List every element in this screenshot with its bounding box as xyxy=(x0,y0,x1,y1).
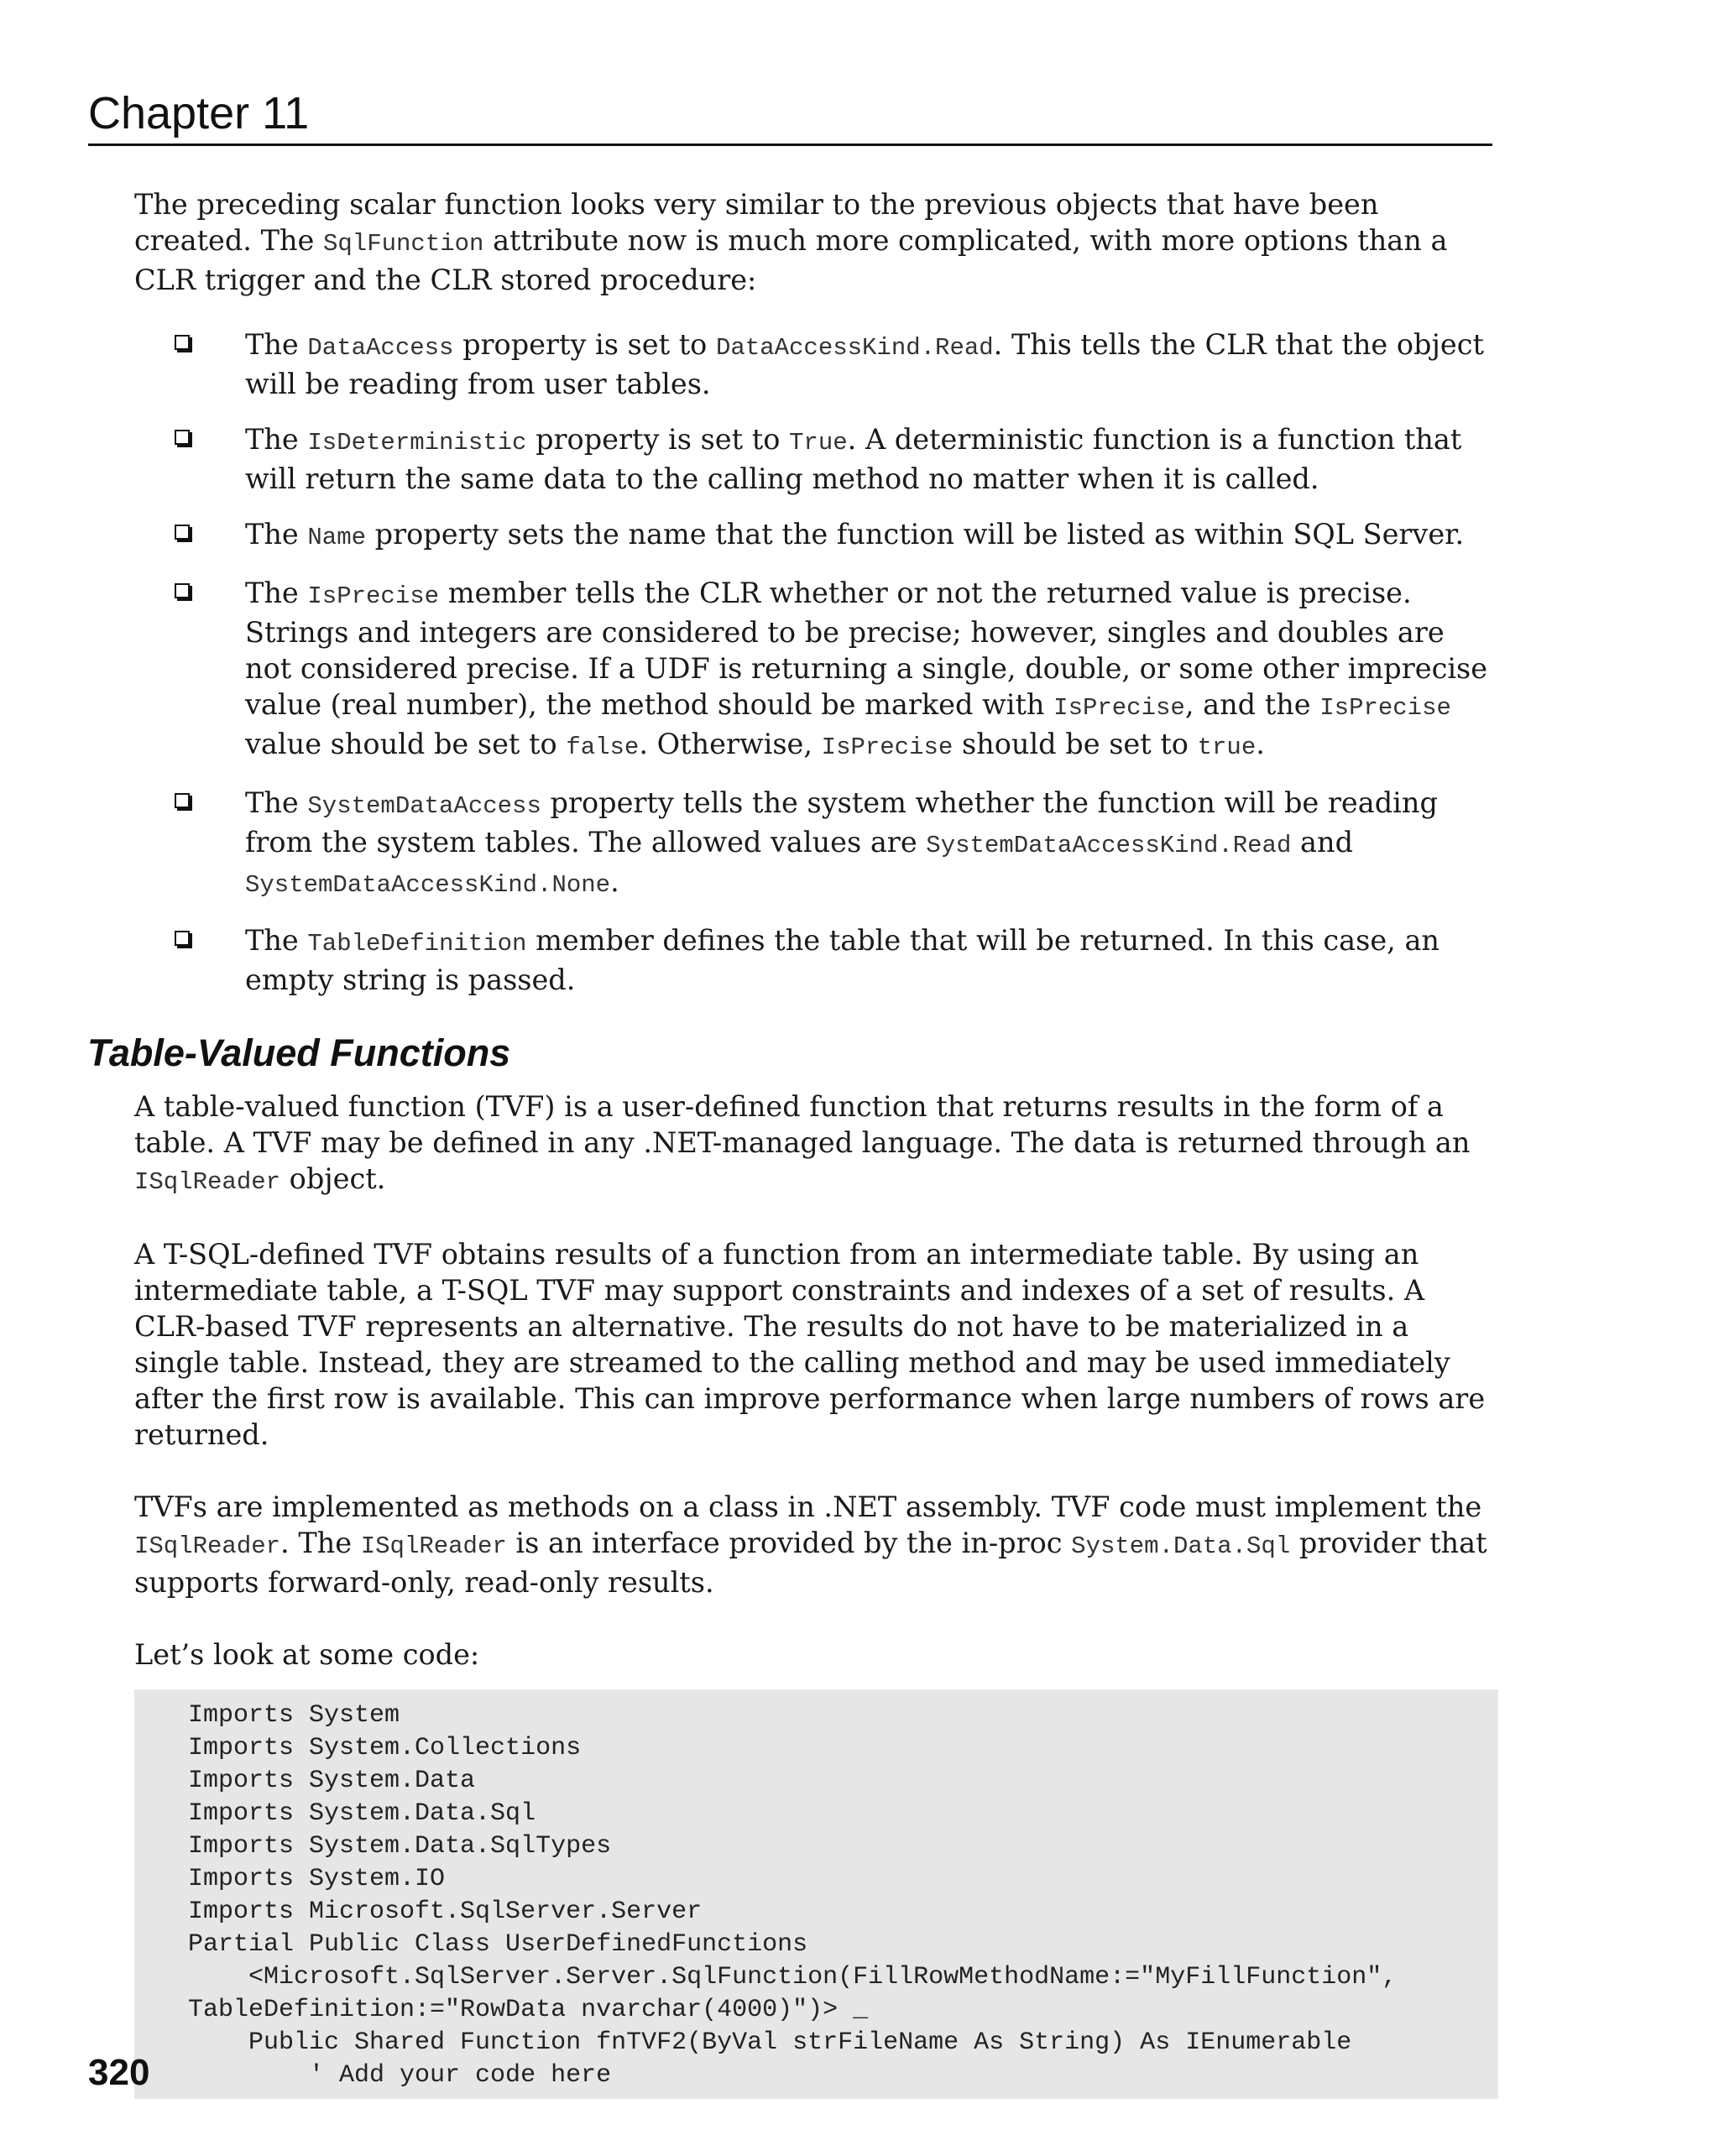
text-run: The xyxy=(245,518,308,551)
text-run: should be set to xyxy=(953,728,1198,760)
inline-code: IsPrecise xyxy=(307,582,440,610)
checkbox-bullet-icon xyxy=(175,583,190,598)
inline-code: Name xyxy=(307,524,367,551)
text-run: , and the xyxy=(1184,688,1320,721)
list-item xyxy=(134,785,1498,903)
list-item xyxy=(134,922,1498,998)
text-run: The xyxy=(245,924,308,957)
paragraph: A T-SQL-defined TVF obtains results of a function from an intermediate table. By using an intermediate table, a T-SQL TVF may support constraints and indexes of a set of results. A CLR-based TVF represents an alternative. The results do not have to be materialized in a single table. Instead, they are streamed to the calling method and may be used immediately after the first row is available. This can improve performance when large numbers of rows are returned. xyxy=(134,1238,1486,1451)
checkbox-bullet-icon xyxy=(175,931,190,946)
text-run: property is set to xyxy=(526,423,790,456)
page-number: 320 xyxy=(88,2052,150,2093)
paragraph xyxy=(134,1088,1498,1200)
inline-code: IsDeterministic xyxy=(307,429,527,457)
text-run: value should be set to xyxy=(245,728,567,760)
text-run: A table-valued function (TVF) is a user-defined function that returns results in the form of a table. A TVF may be defined in any .NET-managed language. The data is returned through an xyxy=(134,1090,1471,1159)
text-run: The preceding scalar function looks very similar to the previous objects that have been created. The xyxy=(134,188,1379,257)
inline-code: True xyxy=(789,429,848,457)
text-run: attribute now is much more complicated, with more options than a CLR trigger and the CLR stored procedure: xyxy=(134,224,1448,296)
text-run: and xyxy=(1291,826,1354,859)
inline-code: IsPrecise xyxy=(1053,694,1185,722)
text-run: property is set to xyxy=(453,328,716,361)
code-line: Imports System.IO xyxy=(188,1865,446,1893)
inline-code: ISqlReader xyxy=(134,1532,281,1560)
text-run: The xyxy=(245,577,308,609)
list-item xyxy=(134,421,1498,497)
inline-code: IsPrecise xyxy=(1319,694,1451,722)
checkbox-bullet-icon xyxy=(175,525,190,540)
inline-code: ISqlReader xyxy=(134,1168,281,1196)
text-run: The xyxy=(245,423,308,456)
code-line: Public Shared Function fnTVF2(ByVal strFileName As String) As IEnumerable xyxy=(188,2028,1352,2057)
code-line: Imports System.Collections xyxy=(188,1734,582,1762)
text-run: . A deterministic function is a function that will return the same data to the calling method no matter when it is called. xyxy=(245,423,1462,495)
code-line: Imports System.Data.Sql xyxy=(188,1799,536,1828)
code-line: <Microsoft.SqlServer.Server.SqlFunction(FillRowMethodName:="MyFillFunction", xyxy=(188,1963,1398,1992)
text-run: object. xyxy=(280,1162,386,1195)
list-item xyxy=(134,575,1498,765)
inline-code: false xyxy=(566,733,640,761)
inline-code: TableDefinition xyxy=(307,930,527,958)
list-item xyxy=(134,516,1498,556)
text-run: . xyxy=(610,865,619,898)
intro-paragraph xyxy=(134,186,1498,298)
inline-code: IsPrecise xyxy=(821,733,954,761)
text-run: property tells the system whether the function will be reading from the system tables. The allowed values are xyxy=(245,786,1438,859)
list-item xyxy=(134,326,1498,402)
code-listing xyxy=(134,1689,1498,2099)
chapter-title: Chapter 11 xyxy=(88,88,310,138)
text-run: member defines the table that will be returned. In this case, an empty string is passed. xyxy=(245,924,1440,996)
paragraph: Let’s look at some code: xyxy=(134,1638,480,1671)
text-run: provider that supports forward-only, read-only results. xyxy=(134,1527,1487,1599)
code-line: Imports System.Data xyxy=(188,1767,476,1795)
inline-code: DataAccess xyxy=(307,334,454,362)
text-run: . Otherwise, xyxy=(639,728,822,760)
inline-code: ISqlReader xyxy=(360,1532,507,1560)
code-line: ' Add your code here xyxy=(188,2061,612,2090)
text-run: TVFs are implemented as methods on a class in .NET assembly. TVF code must implement the xyxy=(134,1490,1482,1523)
text-run: . This tells the CLR that the object will be reading from user tables. xyxy=(245,328,1484,400)
text-run: . xyxy=(1256,728,1265,760)
text-run: The xyxy=(245,786,308,819)
section-heading: Table-Valued Functions xyxy=(87,1031,511,1074)
paragraph xyxy=(134,1489,1498,1600)
inline-code: SystemDataAccessKind.Read xyxy=(926,832,1292,859)
inline-code: SystemDataAccess xyxy=(307,792,541,820)
inline-code: DataAccessKind.Read xyxy=(716,334,994,362)
chapter-header xyxy=(88,86,1492,146)
inline-code: System.Data.Sql xyxy=(1071,1532,1291,1560)
checkbox-bullet-icon xyxy=(175,430,190,445)
text-run: member tells the CLR whether or not the returned value is precise. Strings and integers are considered to be precise; however, singles and doubles are not considered precise. If a UDF is returning a single, double, or some other imprecise value (real number), the method should be marked with xyxy=(245,577,1488,721)
bullet-list xyxy=(134,326,1498,998)
inline-code: true xyxy=(1197,733,1257,761)
text-run: The xyxy=(245,328,308,361)
text-run: is an interface provided by the in-proc xyxy=(506,1527,1072,1559)
code-line: Imports System.Data.SqlTypes xyxy=(188,1832,612,1861)
checkbox-bullet-icon xyxy=(175,793,190,808)
code-line: TableDefinition:="RowData nvarchar(4000)")> _ xyxy=(188,1996,869,2024)
code-line: Partial Public Class UserDefinedFunctions xyxy=(188,1930,808,1959)
text-run: . The xyxy=(280,1527,361,1559)
code-line: Imports System xyxy=(188,1701,400,1730)
text-run: property sets the name that the function will be listed as within SQL Server. xyxy=(366,518,1465,551)
code-line: Imports Microsoft.SqlServer.Server xyxy=(188,1898,703,1926)
inline-code: SqlFunction xyxy=(323,230,484,258)
checkbox-bullet-icon xyxy=(175,335,190,350)
inline-code: SystemDataAccessKind.None xyxy=(245,871,611,899)
